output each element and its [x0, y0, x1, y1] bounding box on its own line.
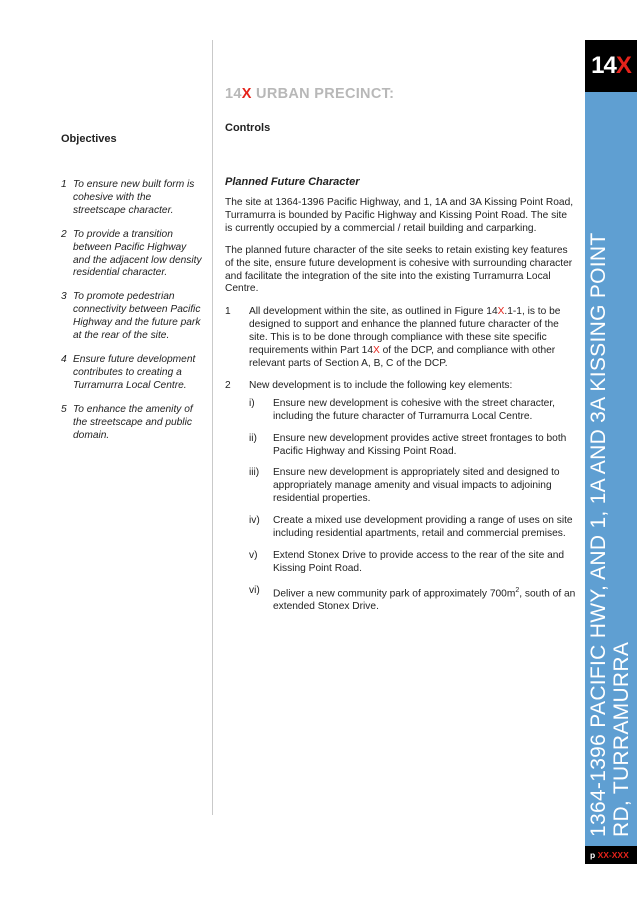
vertical-title — [587, 232, 633, 837]
key-element-number: ii) — [249, 432, 257, 444]
precinct-number: 14 — [225, 86, 242, 102]
section-heading: Planned Future Character — [225, 176, 360, 188]
superscript-2: 2 — [515, 586, 520, 594]
precinct-title-text: URBAN PRECINCT: — [251, 86, 395, 102]
key-element-item — [249, 467, 577, 506]
objectives-column — [61, 133, 206, 453]
control-item — [225, 380, 577, 614]
objectives-list — [61, 179, 206, 442]
key-element-item — [249, 433, 577, 459]
objective-number: 5 — [61, 403, 67, 415]
objective-item — [61, 354, 206, 393]
key-element-item — [249, 585, 577, 614]
controls-column — [225, 86, 577, 623]
key-element-text: Create a mixed use development providing a range of uses on site including residential apartments, retail and commercial premises. — [273, 515, 573, 540]
key-element-number: i) — [249, 397, 255, 409]
objective-text: To provide a transition between Pacific Highway and the adjacent low density residential character. — [73, 228, 202, 279]
precinct-tab-x: X — [615, 52, 631, 79]
page-value: XX-XXX — [597, 850, 629, 860]
precinct-tab-number: 14 — [591, 52, 616, 79]
key-element-number: vi) — [249, 584, 260, 596]
objective-text: To ensure new built form is cohesive with the streetscape character. — [73, 179, 195, 216]
objective-number: 2 — [61, 228, 67, 240]
objectives-heading: Objectives — [61, 133, 117, 145]
control-text-part: of the DCP, and compliance with other relevant parts of Section A, B, C of the DCP. — [249, 345, 556, 369]
placeholder-x: X — [497, 306, 505, 318]
objective-text: To promote pedestrian connectivity between Pacific Highway and the future park at the rear of the site. — [73, 291, 201, 342]
objective-item — [61, 404, 206, 443]
key-element-text: Deliver a new community park of approximately 700m — [273, 588, 516, 600]
controls-list — [225, 306, 577, 614]
key-element-number: iii) — [249, 467, 260, 479]
page-prefix: p — [590, 850, 596, 860]
key-element-item — [249, 515, 577, 541]
paragraph-site-description: The site at 1364-1396 Pacific Highway, and 1, 1A and 3A Kissing Point Road, Turramurra is bounded by Pacific Highway and Kissing Point Road. The site is currently occupied by a commercial / retail building and carparking. — [225, 197, 574, 234]
objective-number: 4 — [61, 353, 67, 365]
key-element-text: Extend Stonex Drive to provide access to the rear of the site and Kissing Point Road. — [273, 549, 565, 574]
key-elements-list — [249, 398, 577, 614]
objective-item — [61, 229, 206, 281]
vertical-title-line-1: 1364-1396 PACIFIC HWY, AND 1, 1A AND 3A KISSING POINT — [587, 232, 610, 837]
objective-item — [61, 179, 206, 218]
placeholder-x: X — [373, 345, 380, 357]
controls-heading: Controls — [225, 122, 271, 134]
paragraph-planned-character: The planned future character of the site seeks to retain existing key features of the site, ensure future development is cohesive with surrounding character and facilitate the integration of the site into the existing Turramurra Local Centre. — [225, 244, 573, 295]
key-element-text: Ensure new development is cohesive with the street character, including the future character of Turramurra Local Centre. — [273, 397, 556, 422]
key-element-number: iv) — [249, 515, 260, 527]
precinct-tab — [585, 40, 637, 92]
key-element-text: Ensure new development provides active street frontages to both Pacific Highway and Kissing Point Road. — [273, 432, 567, 457]
objective-text: Ensure future development contributes to creating a Turramurra Local Centre. — [73, 353, 196, 391]
control-text-part: .1-1, is to be designed to support and enhance the planned future character of the site. This is to be done through compliance with these site specific requirements within Part 14 — [249, 306, 561, 357]
key-element-text: Ensure new development is appropriately sited and designed to appropriately manage amenity and visual impacts to adjoining residential properties. — [273, 467, 560, 505]
objective-text: To enhance the amenity of the streetscape and public domain. — [73, 403, 193, 441]
objective-number: 1 — [61, 179, 67, 190]
objective-item — [61, 291, 206, 343]
vertical-title-anchor — [587, 232, 633, 837]
key-element-item — [249, 398, 577, 424]
control-number: 2 — [225, 379, 231, 391]
key-element-number: v) — [249, 549, 258, 561]
objective-number: 3 — [61, 291, 67, 303]
precinct-placeholder-x: X — [241, 86, 252, 102]
control-text: New development is to include the following key elements: — [249, 379, 513, 391]
control-text-part: All development within the site, as outlined in Figure 14 — [249, 306, 498, 318]
page-number — [585, 846, 637, 864]
side-bar — [585, 40, 637, 846]
control-number: 1 — [225, 306, 231, 318]
key-element-item — [249, 550, 577, 576]
vertical-title-line-2: RD, TURRAMURRA — [610, 641, 633, 837]
precinct-title — [225, 86, 577, 102]
key-element-text: , south of an extended Stonex Drive. — [273, 588, 576, 613]
control-item — [225, 306, 577, 371]
column-divider — [212, 40, 213, 815]
